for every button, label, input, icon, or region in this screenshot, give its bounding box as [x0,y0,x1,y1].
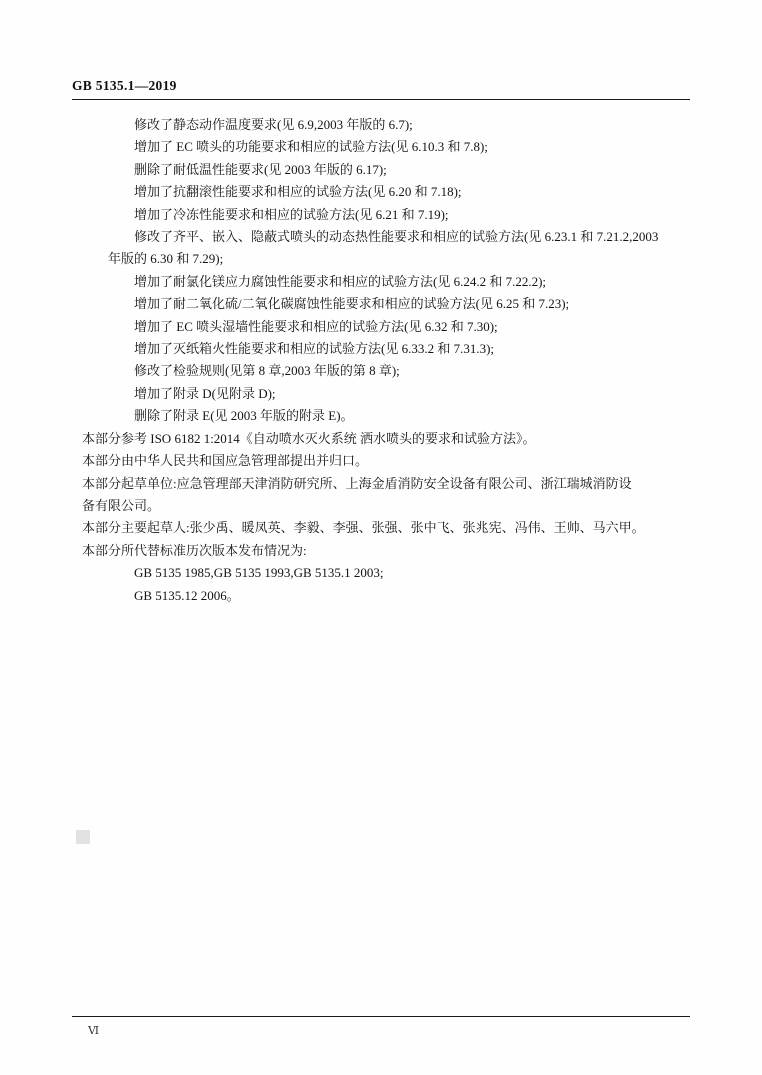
reference-note: 本部分参考 ISO 6182 1:2014《自动喷水灭火系统 洒水喷头的要求和试验方法》。 [82,430,536,446]
change-item: 删除了附录 E(见 2003 年版的附录 E)。 [134,408,354,424]
change-item: 增加了抗翻滚性能要求和相应的试验方法(见 6.20 和 7.18); [134,184,462,200]
change-item: 增加了冷冻性能要求和相应的试验方法(见 6.21 和 7.19); [134,206,449,222]
change-item: 增加了灭纸箱火性能要求和相应的试验方法(见 6.33.2 和 7.31.3); [134,341,495,357]
change-item: 修改了检验规则(见第 8 章,2003 年版的第 8 章); [134,363,400,379]
page-marker-square [76,830,90,844]
page-number: Ⅵ [88,1025,100,1037]
change-item: 增加了 EC 喷头的功能要求和相应的试验方法(见 6.10.3 和 7.8); [134,139,488,155]
page-header-standard-number: GB 5135.1—2019 [72,78,177,93]
drafters-line: 本部分主要起草人:张少禹、暖凤英、李毅、李强、张强、张中飞、张兆宪、冯伟、王帅、马六甲。 [82,520,645,536]
header-divider [72,99,690,100]
change-item: 增加了 EC 喷头湿墙性能要求和相应的试验方法(见 6.32 和 7.30); [134,318,498,334]
history-line-1: GB 5135 1985,GB 5135 1993,GB 5135.1 2003; [134,565,384,581]
change-item: 增加了耐二氧化硫/二氧化碳腐蚀性能要求和相应的试验方法(见 6.25 和 7.23); [134,296,570,312]
change-item-continuation: 年版的 6.30 和 7.29); [108,251,224,267]
drafting-units-line-2: 备有限公司。 [82,497,161,513]
change-item: 修改了齐平、嵌入、隐蔽式喷头的动态热性能要求和相应的试验方法(见 6.23.1 和 7.21.2,2003 [134,229,659,245]
document-body [82,114,694,607]
proposer-note: 本部分由中华人民共和国应急管理部提出并归口。 [82,453,369,469]
drafting-units-line-1: 本部分起草单位:应急管理部天津消防研究所、上海金盾消防安全设备有限公司、浙江瑞城消防设 [82,475,632,491]
footer-divider [72,1016,690,1017]
history-intro: 本部分所代替标准历次版本发布情况为: [82,542,307,558]
change-item: 增加了附录 D(见附录 D); [134,385,276,401]
change-item: 增加了耐氯化镁应力腐蚀性能要求和相应的试验方法(见 6.24.2 和 7.22.2); [134,273,547,289]
change-item: 修改了静态动作温度要求(见 6.9,2003 年版的 6.7); [134,117,413,132]
change-item: 删除了耐低温性能要求(见 2003 年版的 6.17); [134,161,387,177]
history-line-2: GB 5135.12 2006。 [134,587,240,603]
